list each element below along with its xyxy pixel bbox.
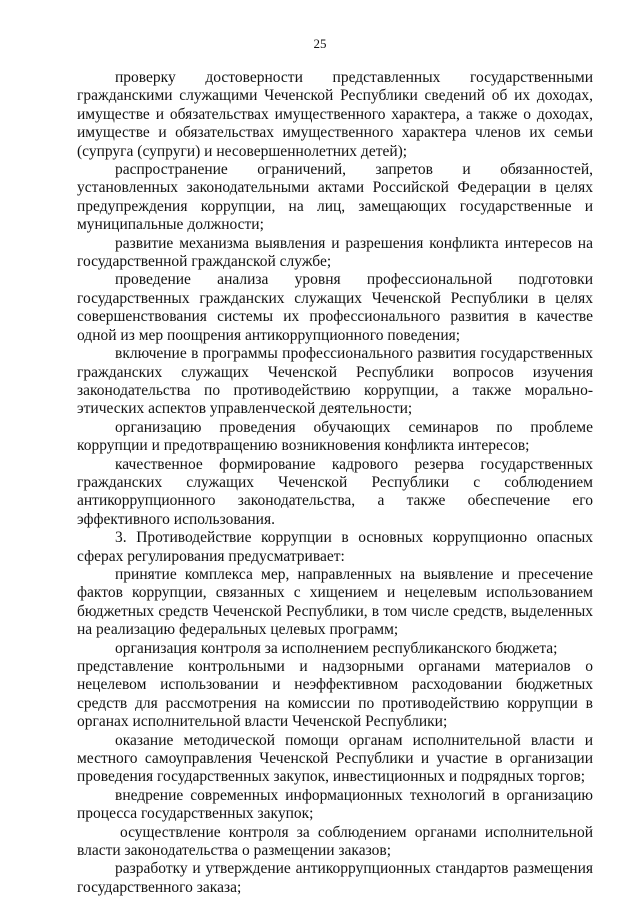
- page-number: 25: [313, 36, 327, 51]
- paragraph-4: проведение анализа уровня профессиональной подготовки государственных гражданских служащих Чеченской Республики в целях совершенствования системы их профессионального развития в качестве одной из мер поощрения антикоррупционного поведения;: [77, 271, 593, 344]
- paragraph-9: принятие комплекса мер, направленных на выявление и пресечение фактов коррупции, связанных с хищением и нецелевым использованием бюджетных средств Чеченской Республики, в том числе средств, выделенных на реализацию федеральных целевых программ;: [77, 565, 593, 639]
- paragraph-5: включение в программы профессионального развития государственных гражданских служащих Чеченской Республики вопросов изучения законодательства по противодействию коррупции, а также морально-этических аспектов управленческой деятельности;: [77, 345, 593, 418]
- paragraph-7: качественное формирование кадрового резерва государственных гражданских служащих Чеченской Республики с соблюдением антикоррупционного законодательства, а также обеспечение его эффективного использования.: [77, 455, 593, 528]
- paragraph-13: внедрение современных информационных технологий в организацию процесса государственных закупок;: [77, 786, 593, 823]
- paragraph-1: проверку достоверности представленных государственными гражданскими служащими Чеченской Республики сведений об их доходах, имуществе и обязательствах имущественного характера, а также о доходах, имуществе и обязательствах имущественного характера членов их семьи (супруга (супруги) и несовершеннолетних детей);: [77, 69, 593, 160]
- paragraph-15: разработку и утверждение антикоррупционных стандартов размещения государственного заказа;: [77, 860, 593, 896]
- document-body: [77, 69, 593, 897]
- paragraph-10: организация контроля за исполнением республиканского бюджета;: [115, 639, 558, 657]
- paragraph-6: организацию проведения обучающих семинаров по проблеме коррупции и предотвращению возникновения конфликта интересов;: [77, 418, 593, 455]
- paragraph-14: осуществление контроля за соблюдением органами исполнительной власти законодательства о размещении заказов;: [77, 823, 593, 860]
- paragraph-11: представление контрольными и надзорными органами материалов о нецелевом использовании и неэффективном расходовании бюджетных средств для рассмотрения на комиссии по противодействию коррупции в органах исполнительной власти Чеченской Республики;: [77, 658, 593, 731]
- paragraph-12: оказание методической помощи органам исполнительной власти и местного самоуправления Чеченской Республики и участие в организации проведения государственных закупок, инвестиционных и подрядных торгов;: [77, 731, 593, 786]
- paragraph-2: распространение ограничений, запретов и обязанностей, установленных законодательными актами Российской Федерации в целях предупреждения коррупции, на лиц, замещающих государственные и муниципальные должности;: [77, 161, 593, 234]
- paragraph-8: 3. Противодействие коррупции в основных коррупционно опасных сферах регулирования предусматривает:: [77, 529, 593, 565]
- paragraph-3: развитие механизма выявления и разрешения конфликта интересов на государственной гражданской службе;: [77, 234, 593, 271]
